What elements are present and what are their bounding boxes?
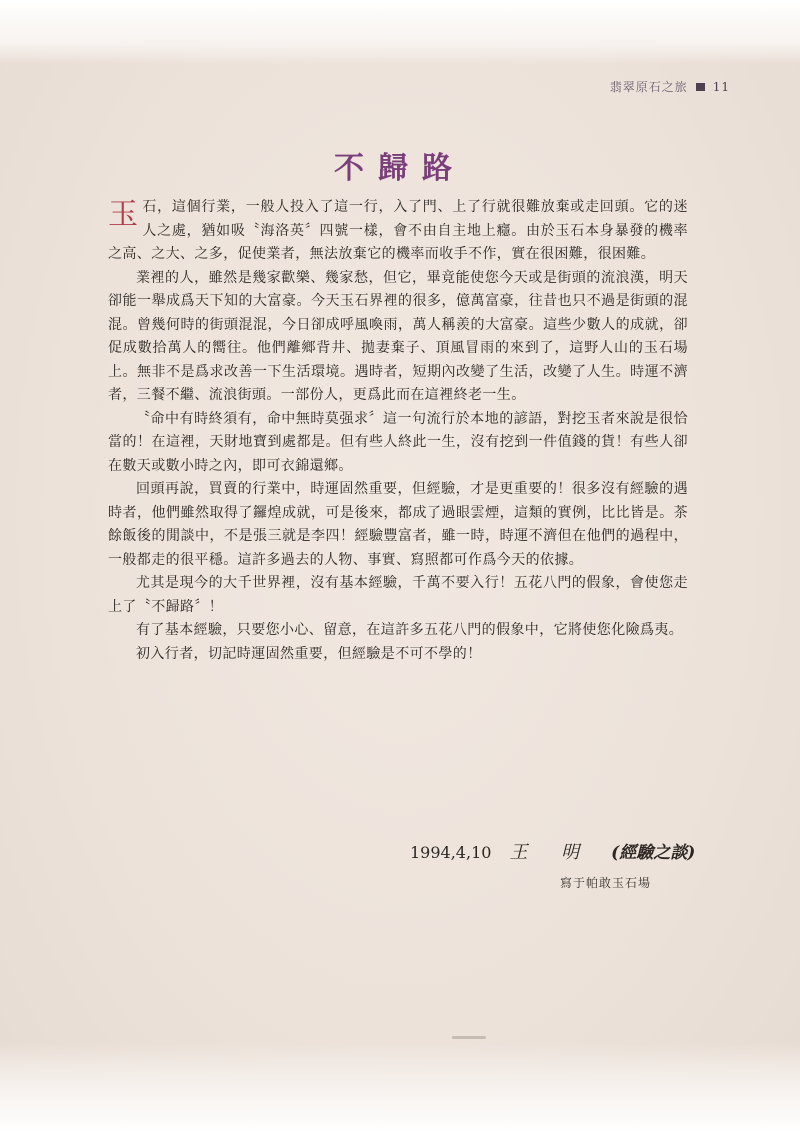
running-header: [610, 78, 730, 95]
paragraph-7: 初入行者，切記時運固然重要，但經驗是不可不學的！: [136, 645, 482, 662]
signature-note: (經驗之談): [611, 843, 696, 863]
paragraph-3: 〝命中有時終須有，命中無時莫强求〞這一句流行於本地的諺語，對挖玉者來說是很恰當的！在這裡，天財地寶到處都是。但有些人終此一生，沒有挖到一件值錢的貨！有些人卻在數天或數小時之內，即可衣錦還鄉。: [108, 410, 688, 474]
paragraph-4: 回頭再說，買賣的行業中，時運固然重要，但經驗，才是更重要的！很多沒有經驗的遇時者，他們雖然取得了鑼煌成就，可是後來，都成了過眼雲煙，這類的實例，比比皆是。茶餘飯後的閒談中，不是張三就是李四！經驗豐富者，雖一時，時運不濟但在他們的過程中，一般都走的很平穩。這許多過去的人物、事實、寫照都可作爲今天的依據。: [108, 481, 688, 568]
signature-author: 王 明: [509, 842, 594, 863]
paragraph-text: 石，這個行業，一般人投入了這一行，入了門、上了行就很難放棄或走回頭。它的迷人之處，猶如吸〝海洛英〞四號一樣，會不由自主地上癮。由於玉石本身暴發的機率之高、之大、之多，促使業者，無法放棄它的機率而收手不作，實在很困難，很困難。: [108, 199, 688, 262]
paragraph-2: 業裡的人，雖然是幾家歡樂、幾家愁，但它，畢竟能使您今天或是街頭的流浪漢，明天卻能一舉成爲天下知的大富豪。今天玉石界裡的很多，億萬富豪，往昔也只不過是街頭的混混。曾幾何時的街頭混混，今日卻成呼風喚雨，萬人稱羨的大富豪。這些少數人的成就，卻促成數拾萬人的嚮往。他們離鄉背井、拋妻棄子、頂風冒雨的來到了，這野人山的玉石場上。無非不是爲求改善一下生活環境。遇時者，短期內改變了生活，改變了人生。時運不濟者，三餐不繼、流浪街頭。一部份人，更爲此而在這裡終老一生。: [108, 269, 688, 403]
signature-place: 寫于帕敢玉石場: [560, 876, 652, 890]
paragraph-6: 有了基本經驗，只要您小心、留意，在這許多五花八門的假象中，它將使您化險爲夷。: [136, 622, 684, 638]
signature-date: 1994,4,10: [410, 843, 492, 862]
page-number: 11: [712, 79, 730, 94]
running-title: 翡翠原石之旅: [609, 80, 688, 94]
scan-smudge: [452, 1036, 486, 1039]
article-title: 不歸路: [334, 151, 466, 186]
scan-bottom-edge: [0, 1042, 800, 1132]
article-body: [108, 196, 688, 666]
paragraph-5: 尤其是現今的大千世界裡，沒有基本經驗，千萬不要入行！五花八門的假象，會使您走上了〝不歸路〞！: [108, 575, 688, 615]
scan-top-edge: [0, 0, 800, 64]
drop-cap: 玉: [108, 197, 139, 232]
signature-line: [410, 838, 695, 864]
header-square-mark: [696, 83, 705, 91]
paragraph-1: [108, 196, 688, 267]
